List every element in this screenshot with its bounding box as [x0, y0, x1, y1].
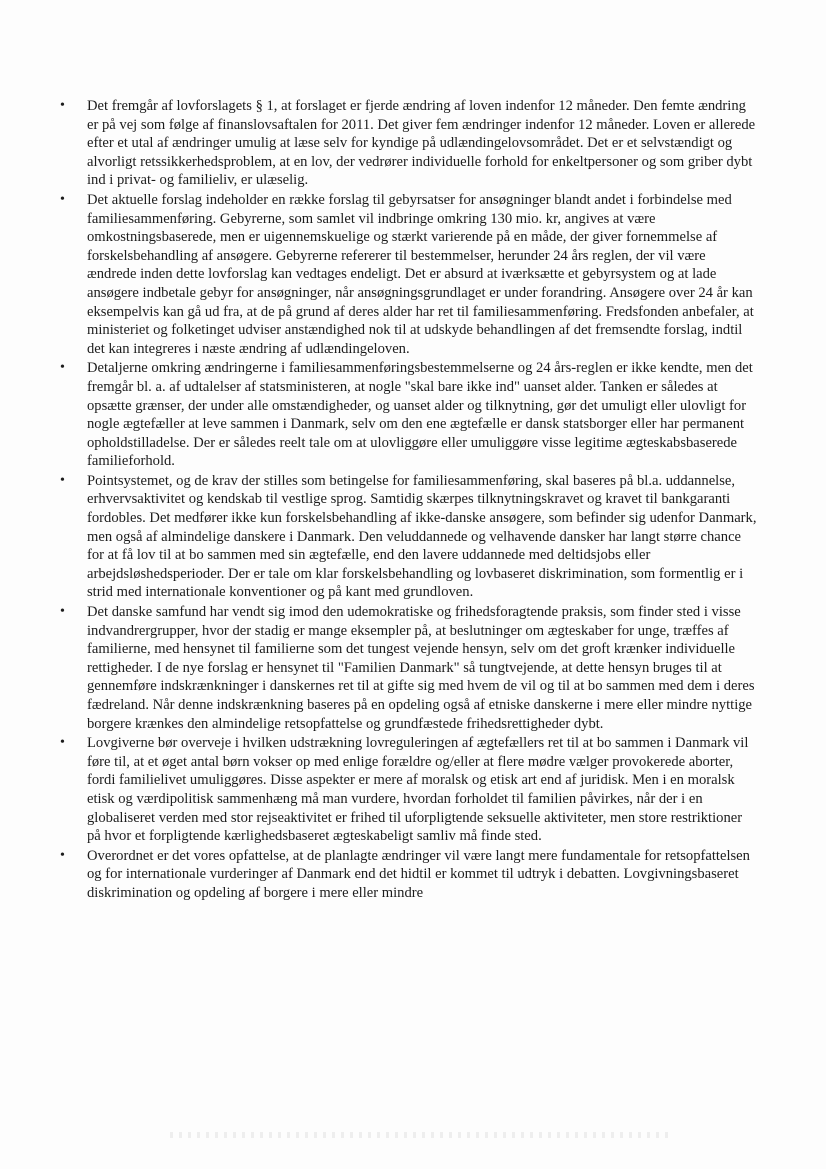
paragraph-text: Overordnet er det vores opfattelse, at de planlagte ændringer vil være langt mere fundamentale for retsopfattelsen og for internationale vurderinger af Danmark end det hidtil er kommet til udtryk i debatten. Lovgivningsbaseret diskrimination og opdeling af borgere i mere eller mindre [87, 847, 750, 901]
paragraph-text: Det fremgår af lovforslagets § 1, at forslaget er fjerde ændring af loven indenfor 12 måneder. Den femte ændring er på vej som følge af finanslovsaftalen for 2011. Det giver fem ændringer indenfor 12 måneder. Loven er allerede efter et utal af ændringer umulig at læse selv for kyndige på udlændingelovsområdet. Det er et selvstændigt og alvorligt retssikkerhedsproblem, at en lov, der vedrører individuelle forhold for enkeltpersoner og som griber dybt ind i privat- og familieliv, er ulæselig. [87, 98, 756, 189]
bullet-paragraph-5 [58, 603, 758, 733]
bullet-paragraph-7 [58, 847, 758, 903]
bullet-paragraph-2 [58, 191, 758, 358]
paragraph-text: Det aktuelle forslag indeholder en række forslag til gebyrsatser for ansøgninger blandt andet i forbindelse med familiesammenføring. Gebyrerne, som samlet vil indbringe omkring 130 mio. kr, angives at være omkostningsbaserede, men er uigennemskuelige og stærkt varierende på en måde, der giver fornemmelse af forskelsbehandling af ansøgere. Gebyrerne refererer til bestemmelser, herunder 24 års reglen, der vil være ændrede inden dette lovforslag kan vedtages endeligt. Det er absurd at iværksætte et gebyrsystem og at lade ansøgere indbetale gebyr for ansøgninger, når ansøgningsgrundlaget er under forandring. Ansøgere over 24 år kan eksempelvis kan gå ud fra, at de på grund af deres alder har ret til familiesammenføring. Fredsfonden anbefaler, at ministeriet og folketinget udviser anstændighed nok til at udskyde behandlingen af det fremsendte forslag, indtil det kan integreres i næste ændring af udlændingeloven. [87, 191, 754, 357]
bullet-icon: • [60, 735, 65, 751]
paragraph-text: Pointsystemet, og de krav der stilles som betingelse for familiesammenføring, skal baseres på bl.a. uddannelse, erhvervsaktivitet og kendskab til vestlige sprog. Samtidig skærpes tilknytningskravet og kravet til bankgaranti fordobles. Det medfører ikke kun forskelsbehandling af ikke-danske ansøgere, som befinder sig udenfor Danmark, men også af almindelige danskere i Danmark. Den veluddannede og velhavende dansker har langt større chance for at få lov til at bo sammen med sin ægtefælle, end den lavere uddannede med deltidsjobs eller arbejdsløshedsperioder. Der er tale om klar forskelsbehandling og lovbaseret diskrimination, som formentlig er i strid med internationale konventioner og på kant med grundloven. [87, 472, 757, 601]
bullet-icon: • [60, 472, 65, 488]
bullet-icon: • [60, 191, 65, 207]
bullet-paragraph-1 [58, 97, 758, 190]
paragraph-text: Det danske samfund har vendt sig imod den udemokratiske og frihedsforagtende praksis, som finder sted i visse indvandrergrupper, hvor der stadig er mange eksempler på, at beslutninger om ægteskaber for unge, træffes af familierne, med hensynet til familierne som det tungest vejende hensyn, selv om det groft krænker individuelle rettigheder. I de nye forslag er hensynet til "Familien Danmark" så tungtvejende, at dette hensyn bruges til at gennemføre indskrænkninger i danskernes ret til at gifte sig med hvem de vil og til at bo sammen med dem i deres fædreland. Når denne indskrænkning baseres på en opdeling også af etniske danskerne i mere eller mindre nyttige borgere krænkes den almindelige retsopfattelse og grundfæstede frihedsrettigheder dybt. [87, 604, 755, 732]
bullet-paragraph-3 [58, 359, 758, 471]
paragraph-text: Detaljerne omkring ændringerne i familiesammenføringsbestemmelserne og 24 års-reglen er ikke kendte, men det fremgår bl. a. af udtalelser af statsministeren, at nogle "skal bare ikke ind" uanset alder. Tanken er således at opsætte grænser, der under alle omstændigheder, og uanset alder og tilknytning, gør det umuligt eller ulovligt for nogle ægtefæller at leve sammen i Danmark, selv om den ene ægtefælle er dansk statsborger eller har permanent opholdstilladelse. Der er således reelt tale om at ulovliggøre eller umuliggøre visse legitime ægteskabsbaserede familieforhold. [87, 360, 753, 470]
bullet-icon: • [60, 847, 65, 863]
bullet-icon: • [60, 604, 65, 620]
bullet-list [58, 97, 758, 904]
bullet-icon: • [60, 360, 65, 376]
scan-artifact [170, 1132, 670, 1138]
bullet-paragraph-6 [58, 734, 758, 846]
bullet-paragraph-4 [58, 472, 758, 602]
bullet-icon: • [60, 98, 65, 113]
paragraph-text: Lovgiverne bør overveje i hvilken udstrækning lovreguleringen af ægtefællers ret til at bo sammen i Danmark vil føre til, at et øget antal børn vokser op med enlige forældre og/eller at flere mødre vælger provokerede aborter, fordi familielivet umuliggøres. Disse aspekter er mere af moralsk og etisk art end af juridisk. Men i en moralsk etisk og værdipolitisk sammenhæng må man vurdere, hvordan forholdet til familien påvirkes, når der i en globaliseret verden med stor rejseaktivitet er frihed til uforpligtende seksuelle aktiviteter, men store restriktioner på hvor et forpligtende kærlighedsbaseret ægteskabeligt samliv må finde sted. [87, 735, 749, 845]
